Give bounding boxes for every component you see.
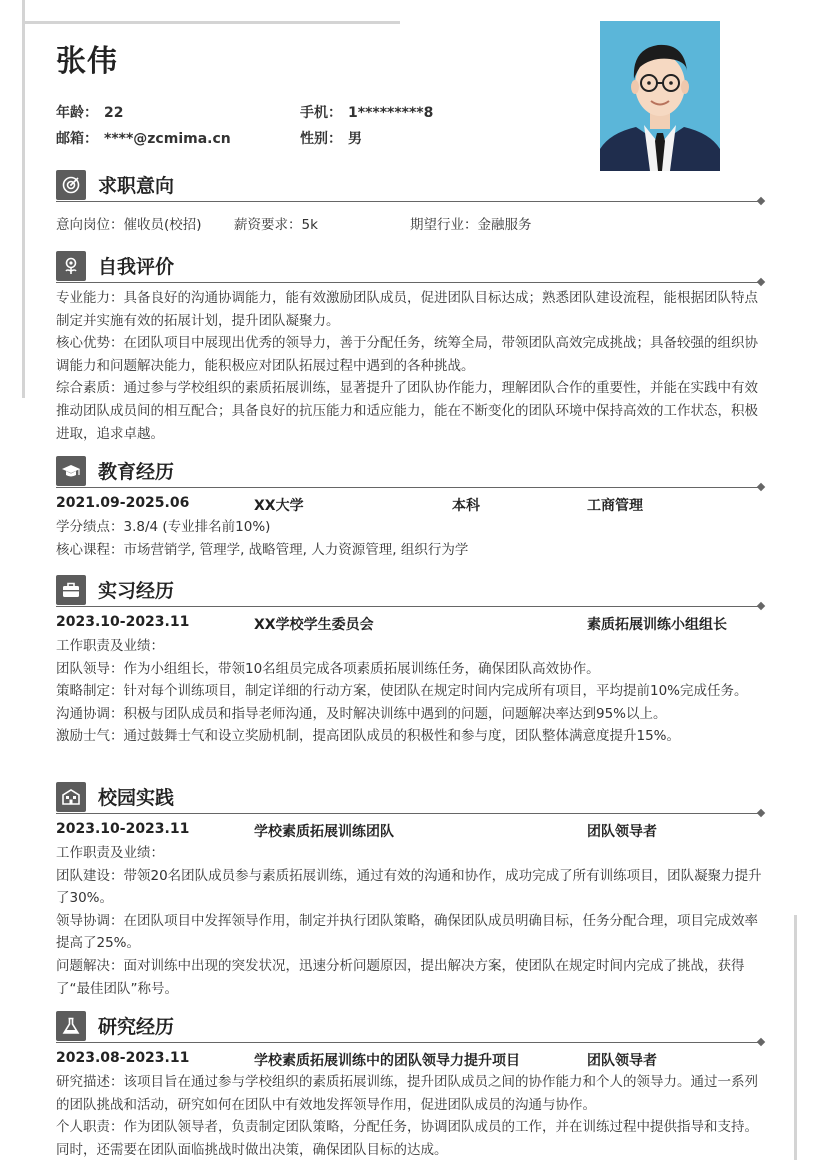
internship-details [56,635,766,748]
campus-coordination: 领导协调：在团队项目中发挥领导作用，制定并执行团队策略，确保团队成员明确目标，任务分配合理，项目完成效率提高了25%。 [56,912,758,952]
section-rule-end [757,809,765,817]
campus-row [56,821,766,843]
internship-period: 2023.10-2023.11 [56,614,190,630]
education-row [56,495,766,517]
section-internship [56,575,764,607]
self-eval-professional: 专业能力：具备良好的沟通协调能力，能有效激励团队成员，促进团队目标达成；熟悉团队建设流程，能根据团队特点制定并实施有效的拓展计划，提升团队凝聚力。 [56,290,758,329]
research-period: 2023.08-2023.11 [56,1050,190,1066]
education-courses: 核心课程：市场营销学, 管理学, 战略管理, 人力资源管理, 组织行为学 [56,541,469,558]
research-project: 学校素质拓展训练中的团队领导力提升项目 [254,1053,520,1069]
target-icon [56,170,86,200]
self-eval-text [56,287,766,445]
candidate-name: 张伟 [56,44,118,79]
internship-motivation: 激励士气：通过鼓舞士气和设立奖励机制，提高团队成员的积极性和参与度，团队整体满意度提升15%。 [56,728,681,745]
section-title: 校园实践 [98,787,175,809]
phone-info [300,102,433,122]
education-period: 2021.09-2025.06 [56,495,190,511]
profile-photo [600,21,720,171]
age-label: 年龄： [56,105,98,121]
research-responsibilities: 个人职责：作为团队领导者，负责制定团队策略，分配任务，协调团队成员的工作，并在训练过程中提供指导和支持。同时，还需要在团队面临挑战时做出决策，确保团队目标的达成。 [56,1119,758,1158]
campus-org: 学校素质拓展训练团队 [254,824,394,840]
section-rule [56,813,760,814]
education-school: XX大学 [254,498,304,514]
section-job-intent [56,170,764,202]
research-description: 研究描述：该项目旨在通过参与学校组织的素质拓展训练，提升团队成员之间的协作能力和个人的领导力。通过一系列的团队挑战和活动，研究如何在团队中有效地发挥领导作用，促进团队成员的沟通与协作。 [56,1074,758,1113]
section-title: 教育经历 [98,461,175,483]
section-rule-end [757,483,765,491]
graduation-cap-icon [56,456,86,486]
gender-info [300,128,362,148]
section-title: 求职意向 [98,175,175,197]
education-details [56,516,766,561]
building-icon [56,782,86,812]
section-rule-end [757,197,765,205]
briefcase-icon [56,575,86,605]
section-rule [56,606,760,607]
campus-details [56,842,766,1000]
internship-strategy: 策略制定：针对每个训练项目，制定详细的行动方案，使团队在规定时间内完成所有项目，平均提前10%完成任务。 [56,683,748,700]
section-self-evaluation [56,251,764,283]
section-title: 研究经历 [98,1016,175,1038]
education-gpa: 学分绩点：3.8/4 (专业排名前10%) [56,519,271,535]
internship-role: 素质拓展训练小组组长 [587,617,727,633]
section-education [56,456,764,488]
section-campus-practice [56,782,764,814]
phone-label: 手机： [300,105,342,121]
email-label: 邮箱： [56,131,98,147]
section-rule [56,1042,760,1043]
gender-label: 性别： [300,131,342,147]
self-eval-strengths: 核心优势：在团队项目中展现出优秀的领导力，善于分配任务，统筹全局，带领团队高效完成挑战；具备较强的组织协调能力和问题解决能力，能积极应对团队拓展过程中遇到的各种挑战。 [56,335,758,374]
age-info [56,102,123,122]
flower-icon [56,251,86,281]
internship-row [56,614,766,636]
self-eval-overall: 综合素质：通过参与学校组织的素质拓展训练，显著提升了团队协作能力，理解团队合作的重要性，并能在实践中有效推动团队成员间的相互配合；具备良好的抗压能力和适应能力，能在不断变化的团队环境中保持高效的工作状态，积极进取，追求卓越。 [56,380,758,442]
campus-problem-solving: 问题解决：面对训练中出现的突发状况，迅速分析问题原因，提出解决方案，使团队在规定时间内完成了挑战，获得了“最佳团队”称号。 [56,957,745,997]
education-degree: 本科 [452,498,480,514]
section-rule-end [757,602,765,610]
section-rule-end [757,1038,765,1046]
gender-value: 男 [348,131,362,147]
decorative-left-line [22,0,25,398]
intent-industry: 期望行业：金融服务 [410,217,532,233]
campus-period: 2023.10-2023.11 [56,821,190,837]
internship-leadership: 团队领导：作为小组组长，带领10名组员完成各项素质拓展训练任务，确保团队高效协作。 [56,660,600,677]
internship-duties-heading: 工作职责及业绩： [56,638,164,654]
section-rule [56,282,760,283]
section-rule [56,487,760,488]
email-value: ****@zcmima.cn [104,131,231,147]
flask-icon [56,1011,86,1041]
internship-communication: 沟通协调：积极与团队成员和指导老师沟通，及时解决训练中遇到的问题，问题解决率达到95%以上。 [56,705,667,722]
research-role: 团队领导者 [587,1053,657,1069]
section-rule [56,201,760,202]
phone-value: 1*********8 [348,105,434,121]
intent-position: 意向岗位：催收员(校招) [56,217,202,233]
section-title: 实习经历 [98,580,175,602]
research-details [56,1071,766,1161]
email-info [56,128,231,148]
intent-salary: 薪资要求：5k [234,217,318,233]
research-row [56,1050,766,1072]
campus-role: 团队领导者 [587,824,657,840]
campus-team-building: 团队建设：带领20名团队成员参与素质拓展训练，通过有效的沟通和协作，成功完成了所有训练项目，团队凝聚力提升了30%。 [56,867,762,907]
section-research [56,1011,764,1043]
education-major: 工商管理 [587,498,643,514]
campus-duties-heading: 工作职责及业绩： [56,845,164,861]
age-value: 22 [104,105,124,121]
section-title: 自我评价 [98,256,175,278]
decorative-right-line [794,915,797,1160]
decorative-top-line [22,21,400,24]
section-rule-end [757,278,765,286]
internship-org: XX学校学生委员会 [254,617,374,633]
